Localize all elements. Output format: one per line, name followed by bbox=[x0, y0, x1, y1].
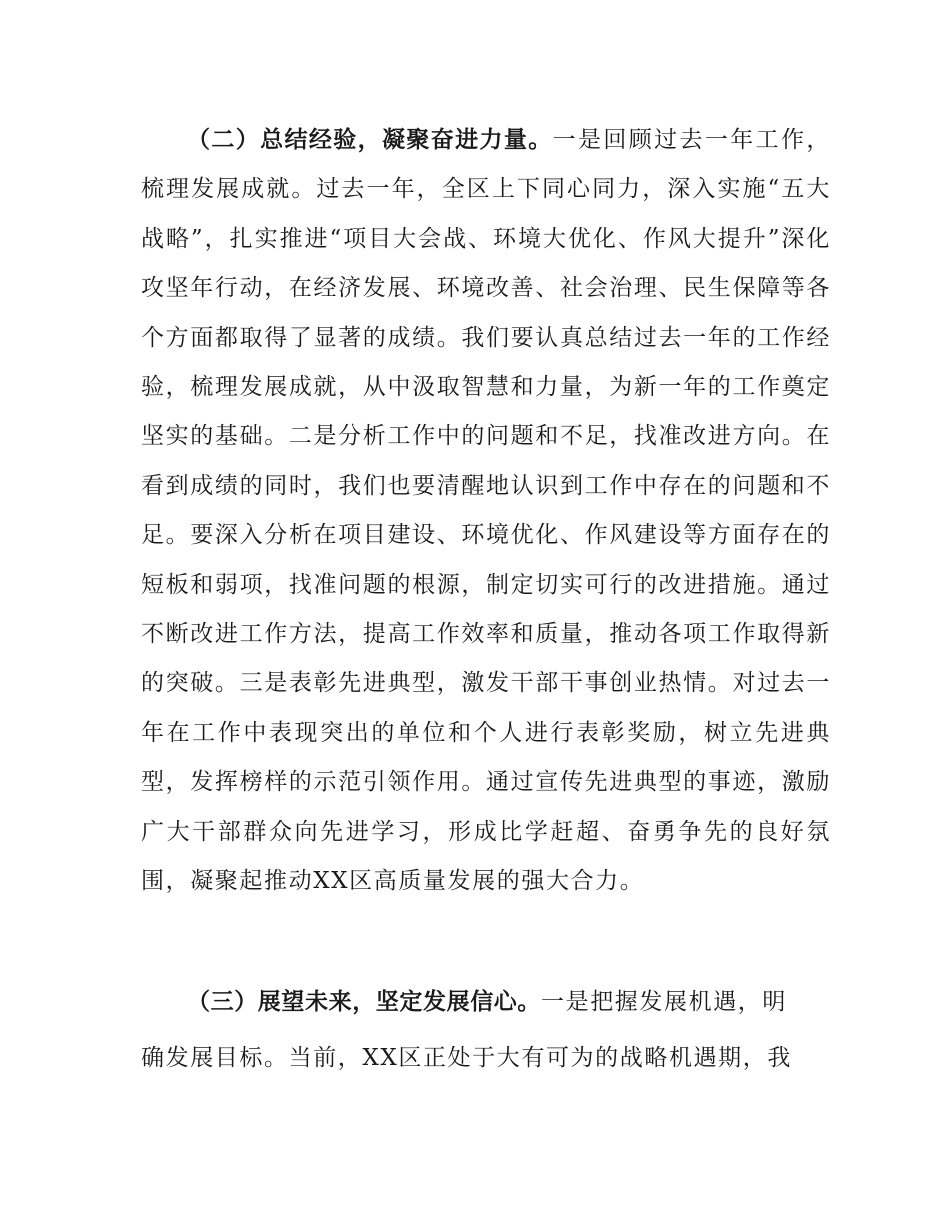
section-2-paragraph bbox=[141, 116, 831, 907]
section-3-heading: （三）展望未来，坚定发展信心。 bbox=[187, 989, 541, 1015]
section-3-body-line-1: 一是把握发展机遇，明 bbox=[541, 989, 787, 1015]
section-3-continuation bbox=[141, 1034, 831, 1083]
section-3-body-line-2: 确发展目标。当前，XX区正处于大有可为的战略机遇期，我 bbox=[141, 1045, 792, 1071]
section-2-body: 一是回顾过去一年工作，梳理发展成就。过去一年，全区上下同心同力，深入实施“五大战略”，扎实推进“项目大会战、环境大优化、作风大提升”深化攻坚年行动，在经济发展、环境改善、社会治理、民生保障等各个方面都取得了显著的成绩。我们要认真总结过去一年的工作经验，梳理发展成就，从中汲取智慧和力量，为新一年的工作奠定坚实的基础。二是分析工作中的问题和不足，找准改进方向。在看到成绩的同时，我们也要清醒地认识到工作中存在的问题和不足。要深入分析在项目建设、环境优化、作风建设等方面存在的短板和弱项，找准问题的根源，制定切实可行的改进措施。通过不断改进工作方法，提高工作效率和质量，推动各项工作取得新的突破。三是表彰先进典型，激发干部干事创业热情。对过去一年在工作中表现突出的单位和个人进行表彰奖励，树立先进典型，发挥榜样的示范引领作用。通过宣传先进典型的事迹，激励广大干部群众向先进学习，形成比学赶超、奋勇争先的良好氛围，凝聚起推动XX区高质量发展的强大合力。 bbox=[141, 127, 831, 895]
section-2-heading: （二）总结经验，凝聚奋进力量。 bbox=[187, 127, 553, 153]
section-3-paragraph bbox=[141, 978, 831, 1027]
